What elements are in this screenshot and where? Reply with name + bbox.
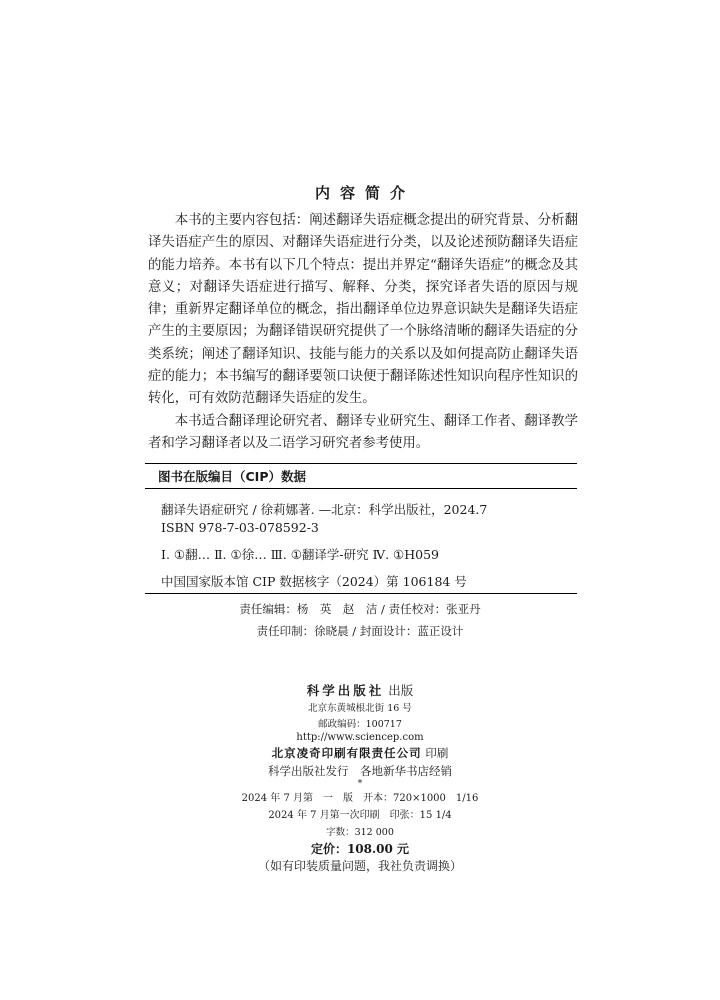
- printing-line: 2024 年 7 月第一次印刷 印张：15 1/4: [268, 810, 452, 821]
- publisher-website: http://www.sciencep.com: [296, 732, 424, 743]
- summary-body: [148, 210, 578, 455]
- editors-line: 责任编辑：杨 英 赵 洁 / 责任校对：张亚丹: [239, 602, 481, 616]
- price: 定价：108.00 元: [310, 842, 410, 856]
- summary-paragraph-2: 本书适合翻译理论研究者、翻译专业研究生、翻译工作者、翻译教学者和学习翻译者以及二语学习研究者参考使用。: [148, 413, 578, 451]
- quality-notice: （如有印装质量问题，我社负责调换）: [257, 859, 462, 873]
- publisher-line: [0, 681, 720, 699]
- postcode: 邮政编码：100717: [318, 719, 402, 730]
- distribution-line: 科学出版社发行 各地新华书店经销: [268, 764, 452, 778]
- cip-classification: Ⅰ. ①翻… Ⅱ. ①徐… Ⅲ. ①翻译学-研究 Ⅳ. ①H059: [161, 547, 439, 562]
- cip-record-number: 中国国家版本馆 CIP 数据核字（2024）第 106184 号: [161, 574, 467, 589]
- printer-name: 北京凌奇印刷有限责任公司: [271, 746, 422, 760]
- cip-top-rule: [145, 463, 577, 464]
- cip-isbn: ISBN 978-7-03-078592-3: [161, 520, 319, 535]
- summary-title: 内容简介: [314, 184, 415, 202]
- printer-suffix: 印刷: [421, 746, 449, 760]
- separator-star: *: [357, 779, 363, 789]
- publisher-name: 科学出版社: [306, 683, 385, 698]
- publisher-address: 北京东黄城根北街 16 号: [308, 703, 412, 714]
- summary-paragraph-1: 本书的主要内容包括：阐述翻译失语症概念提出的研究背景、分析翻译失语症产生的原因、对翻译失语症进行分类，以及论述预防翻译失语症的能力培养。本书有以下几个特点：提出并界定“翻译失语症”的概念及其意义；对翻译失语症进行描写、解释、分类，探究译者失语的原因与规律；重新界定翻译单位的概念，指出翻译单位边界意识缺失是翻译失语症产生的主要原因；为翻译错误研究提供了一个脉络清晰的翻译失语症的分类系统；阐述了翻译知识、技能与能力的关系以及如何提高防止翻译失语症的能力；本书编写的翻译要领口诀便于翻译陈述性知识向程序性知识的转化，可有效防范翻译失语症的发生。: [148, 213, 578, 407]
- cip-entry: 翻译失语症研究 / 徐莉娜著. —北京：科学出版社，2024.7: [161, 502, 488, 517]
- publisher-suffix: 出版: [384, 683, 414, 698]
- production-line: 责任印制：徐晓晨 / 封面设计：蓝正设计: [256, 624, 464, 638]
- cip-heading: 图书在版编目（CIP）数据: [158, 469, 306, 484]
- cip-heading-rule: [145, 488, 577, 489]
- printer-line: [0, 745, 720, 761]
- cip-bottom-rule: [145, 593, 577, 594]
- edition-line: 2024 年 7 月第 一 版 开本：720×1000 1/16: [241, 793, 479, 804]
- word-count: 字数：312 000: [326, 827, 394, 838]
